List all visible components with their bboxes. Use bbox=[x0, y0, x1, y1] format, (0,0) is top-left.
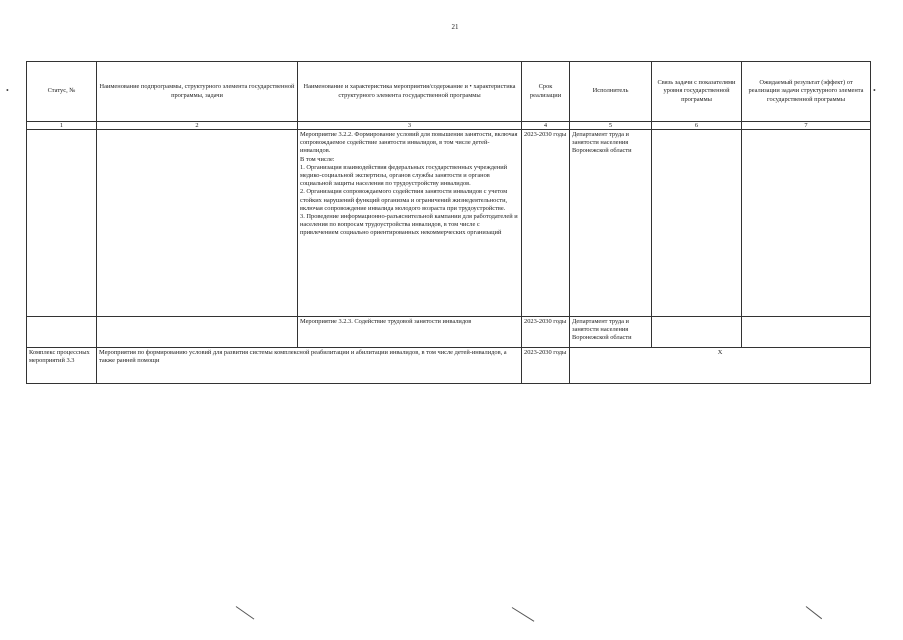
scan-mark bbox=[236, 606, 255, 619]
scan-mark bbox=[806, 606, 822, 619]
complex-mark-cell: X bbox=[570, 348, 871, 384]
header-row bbox=[27, 62, 871, 122]
column-number: 3 bbox=[298, 122, 522, 130]
page-number: 21 bbox=[451, 23, 459, 31]
column-number: 2 bbox=[97, 122, 298, 130]
header-measure: Наименование и характеристика мероприятия/содержание и • характеристика структурного элемента государственной программы bbox=[298, 62, 522, 122]
measure-cell: Мероприятие 3.2.3. Содействие трудовой занятости инвалидов bbox=[298, 317, 522, 348]
column-number: 4 bbox=[522, 122, 570, 130]
complex-title-cell: Мероприятия по формированию условий для развития системы комплексной реабилитации и абилитации инвалидов, в том числе детей-инвалидов, а также ранней помощи bbox=[97, 348, 522, 384]
status-cell bbox=[27, 130, 97, 317]
column-number: 7 bbox=[742, 122, 871, 130]
indicator-link-cell bbox=[652, 317, 742, 348]
executor-cell: Департамент труда и занятости населения Воронежской области bbox=[570, 317, 652, 348]
subprogram-cell bbox=[97, 317, 298, 348]
scan-mark bbox=[512, 607, 535, 622]
period-cell: 2023-2030 годы bbox=[522, 317, 570, 348]
status-cell bbox=[27, 317, 97, 348]
expected-result-cell bbox=[742, 317, 871, 348]
complex-row bbox=[27, 348, 871, 384]
complex-status-cell: Комплекс процессных мероприятий 3.3 bbox=[27, 348, 97, 384]
column-number: 1 bbox=[27, 122, 97, 130]
measure-cell: Мероприятие 3.2.2. Формирование условий для повышения занятости, включая сопровождаемое содействие занятости инвалидов, в том числе детей-инвалидов. В том числе: 1. Организация взаимодействия федеральных государственных учреждений медико-социальной экспертизы, органов службы занятости и органов социальной защиты населения по трудоустройству инвалидов. 2. Организация сопровождаемого содействия занятости инвалидов с учетом стойких нарушений функций организма и ограничений жизнедеятельности, включая сопровождение инвалида молодого возраста при трудоустройстве. 3. Проведение информационно-разъяснительной кампании для работодателей и населения по вопросам трудоустройства инвалидов, в том числе с привлечением социально ориентированных некоммерческих организаций bbox=[298, 130, 522, 317]
indicator-link-cell bbox=[652, 130, 742, 317]
header-period: Срок реализации bbox=[522, 62, 570, 122]
header-subprogram: Наименование подпрограммы, структурного элемента государственной программы, задачи bbox=[97, 62, 298, 122]
margin-dot-right: • bbox=[873, 86, 876, 95]
margin-dot-left: • bbox=[6, 86, 9, 95]
header-status: Статус, № bbox=[27, 62, 97, 122]
header-expected-result: Ожидаемый результат (эффект) от реализации задачи структурного элемента государственной программы bbox=[742, 62, 871, 122]
complex-period-cell: 2023-2030 годы bbox=[522, 348, 570, 384]
subprogram-cell bbox=[97, 130, 298, 317]
column-number: 6 bbox=[652, 122, 742, 130]
column-number-row bbox=[27, 122, 871, 130]
header-indicator-link: Связь задачи с показателями уровня государственной программы bbox=[652, 62, 742, 122]
executor-cell: Департамент труда и занятости населения Воронежской области bbox=[570, 130, 652, 317]
expected-result-cell bbox=[742, 130, 871, 317]
header-executor: Исполнитель bbox=[570, 62, 652, 122]
table-row bbox=[27, 130, 871, 317]
table-row bbox=[27, 317, 871, 348]
period-cell: 2023-2030 годы bbox=[522, 130, 570, 317]
program-table bbox=[26, 61, 871, 384]
column-number: 5 bbox=[570, 122, 652, 130]
